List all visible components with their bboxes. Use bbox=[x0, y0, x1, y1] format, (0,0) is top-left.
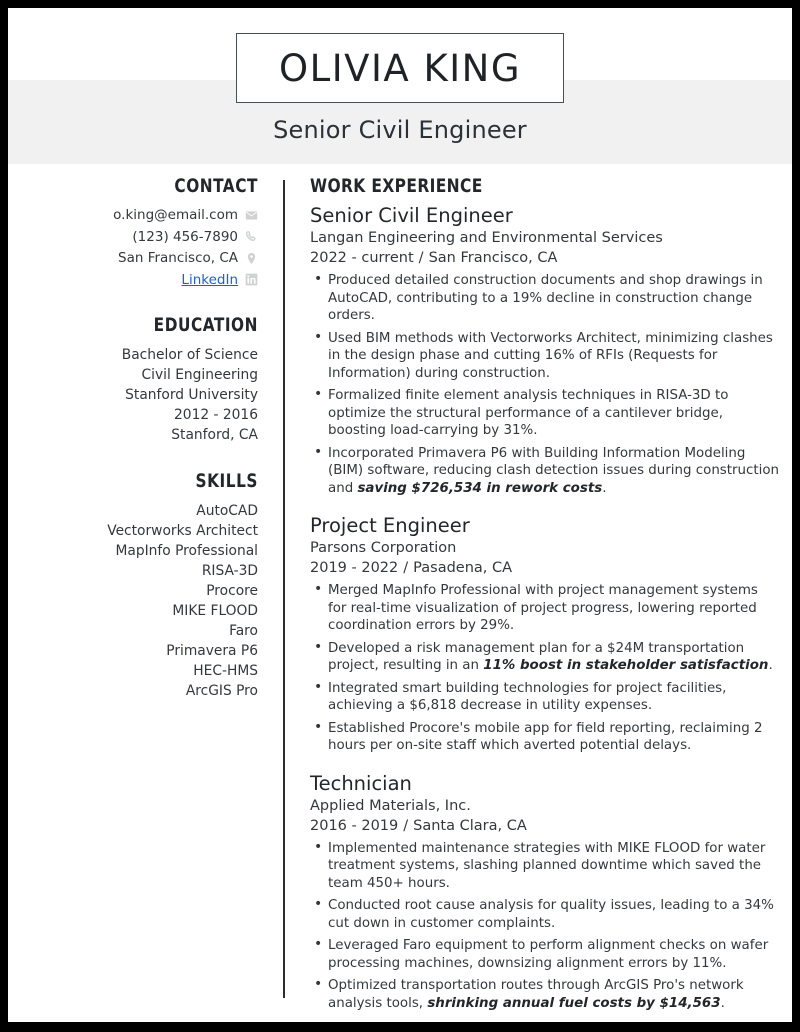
skill-item: Faro bbox=[229, 622, 258, 639]
sidebar bbox=[8, 176, 258, 701]
bullet-emphasis: shrinking annual fuel costs by $14,563 bbox=[427, 995, 721, 1011]
education-section bbox=[8, 315, 258, 445]
job-entry bbox=[310, 771, 780, 1013]
education-line: Stanford, CA bbox=[171, 426, 258, 443]
job-bullet: • Conducted root cause analysis for quality issues, leading to a 34% cut down in customer complaints. bbox=[310, 897, 780, 932]
column-divider bbox=[283, 180, 285, 998]
skill-item: MapInfo Professional bbox=[115, 542, 258, 559]
education-line: Stanford University bbox=[125, 386, 258, 403]
job-title: Senior Civil Engineer bbox=[310, 204, 513, 227]
job-meta-separator: / bbox=[403, 560, 409, 576]
contact-item-email bbox=[8, 206, 258, 224]
job-dates: 2019 - 2022 bbox=[310, 560, 399, 576]
contact-section bbox=[8, 176, 258, 289]
skill-item: ArcGIS Pro bbox=[185, 682, 258, 699]
resume-page bbox=[8, 8, 792, 1022]
job-title: Project Engineer bbox=[310, 514, 470, 537]
education-heading: EDUCATION bbox=[153, 314, 258, 336]
contact-item-location bbox=[8, 249, 258, 267]
job-bullet-list bbox=[310, 272, 780, 497]
skill-item: Primavera P6 bbox=[166, 642, 258, 659]
location-pin-icon bbox=[245, 252, 258, 265]
skill-item: Procore bbox=[206, 582, 258, 599]
resume-body bbox=[8, 176, 792, 1022]
job-bullet: • Merged MapInfo Professional with project management systems for real-time visualization of project progress, lowering reported coordination errors by 29%. bbox=[310, 582, 780, 635]
job-bullet: • Formalized finite element analysis techniques in RISA-3D to optimize the structural performance of a cantilever bridge, boosting load-carrying by 31%. bbox=[310, 387, 780, 440]
job-company: Parsons Corporation bbox=[310, 540, 457, 556]
skill-item: AutoCAD bbox=[196, 502, 258, 519]
envelope-icon bbox=[245, 209, 258, 222]
contact-email-text: o.king@email.com bbox=[113, 207, 238, 223]
job-bullet: • Developed a risk management plan for a $24M transportation project, resulting in an 11% boost in stakeholder satisfaction. bbox=[310, 640, 780, 675]
job-meta-separator: / bbox=[418, 250, 424, 266]
skill-item: HEC-HMS bbox=[193, 662, 258, 679]
page-title: OLIVIA KING bbox=[279, 46, 521, 90]
job-bullet: • Established Procore's mobile app for field reporting, reclaiming 2 hours per on-site staff which averted potential delays. bbox=[310, 720, 780, 755]
job-bullet: • Optimized transportation routes through ArcGIS Pro's network analysis tools, shrinking annual fuel costs by $14,563. bbox=[310, 977, 780, 1012]
job-company: Applied Materials, Inc. bbox=[310, 797, 471, 814]
education-line: 2012 - 2016 bbox=[174, 406, 258, 423]
skill-item: Vectorworks Architect bbox=[107, 522, 258, 539]
job-dates: 2016 - 2019 bbox=[310, 817, 399, 834]
linkedin-icon[interactable] bbox=[245, 273, 258, 286]
contact-phone-text: (123) 456-7890 bbox=[132, 228, 238, 245]
job-title: Technician bbox=[310, 771, 412, 795]
job-title-subheading: Senior Civil Engineer bbox=[273, 116, 527, 144]
main-content bbox=[310, 176, 780, 1022]
contact-location-text: San Francisco, CA bbox=[118, 250, 238, 266]
job-location: Pasadena, CA bbox=[413, 560, 513, 576]
job-entry bbox=[310, 513, 780, 755]
education-line: Civil Engineering bbox=[141, 366, 258, 383]
phone-icon bbox=[245, 230, 258, 243]
skill-item: MIKE FLOOD bbox=[172, 602, 258, 619]
contact-item-linkedin[interactable] bbox=[8, 271, 258, 289]
job-meta bbox=[310, 248, 780, 269]
job-bullet: • Implemented maintenance strategies with MIKE FLOOD for water treatment systems, slashing planned downtime which saved the team 450+ hours. bbox=[310, 840, 780, 893]
job-location: San Francisco, CA bbox=[428, 250, 558, 266]
linkedin-link[interactable]: LinkedIn bbox=[181, 271, 238, 288]
job-list bbox=[310, 203, 780, 1012]
job-bullet: • Produced detailed construction documents and shop drawings in AutoCAD, contributing to a 19% decline in construction change orders. bbox=[310, 272, 780, 325]
job-bullet: • Incorporated Primavera P6 with Building Information Modeling (BIM) software, reducing clash detection issues during construction and saving $726,534 in rework costs. bbox=[310, 445, 780, 498]
contact-item-phone bbox=[8, 228, 258, 246]
skills-section bbox=[8, 471, 258, 701]
job-dates: 2022 - current bbox=[310, 250, 414, 266]
bullet-emphasis: 11% boost in stakeholder satisfaction bbox=[483, 658, 769, 673]
name-box bbox=[236, 33, 564, 103]
contact-heading: CONTACT bbox=[174, 176, 258, 197]
skills-heading: SKILLS bbox=[195, 470, 258, 492]
job-company: Langan Engineering and Environmental Services bbox=[310, 230, 663, 246]
job-bullet: • Leveraged Faro equipment to perform alignment checks on wafer processing machines, downsizing alignment errors by 11%. bbox=[310, 937, 780, 972]
job-meta bbox=[310, 558, 780, 579]
bullet-emphasis: saving $726,534 in rework costs bbox=[357, 480, 603, 496]
skill-item: RISA-3D bbox=[201, 562, 258, 579]
job-bullet-list bbox=[310, 840, 780, 1013]
job-bullet-list bbox=[310, 582, 780, 755]
job-entry bbox=[310, 203, 780, 497]
job-meta-separator: / bbox=[403, 817, 409, 834]
contact-list bbox=[8, 206, 258, 289]
job-location: Santa Clara, CA bbox=[413, 817, 527, 834]
job-bullet: • Integrated smart building technologies for project facilities, achieving a $6,818 decrease in utility expenses. bbox=[310, 680, 780, 715]
job-bullet: • Used BIM methods with Vectorworks Architect, minimizing clashes in the design phase and cutting 16% of RFIs (Requests for Information) during construction. bbox=[310, 330, 780, 383]
job-meta bbox=[310, 816, 780, 837]
education-line: Bachelor of Science bbox=[121, 346, 258, 363]
work-experience-heading: WORK EXPERIENCE bbox=[310, 176, 483, 197]
